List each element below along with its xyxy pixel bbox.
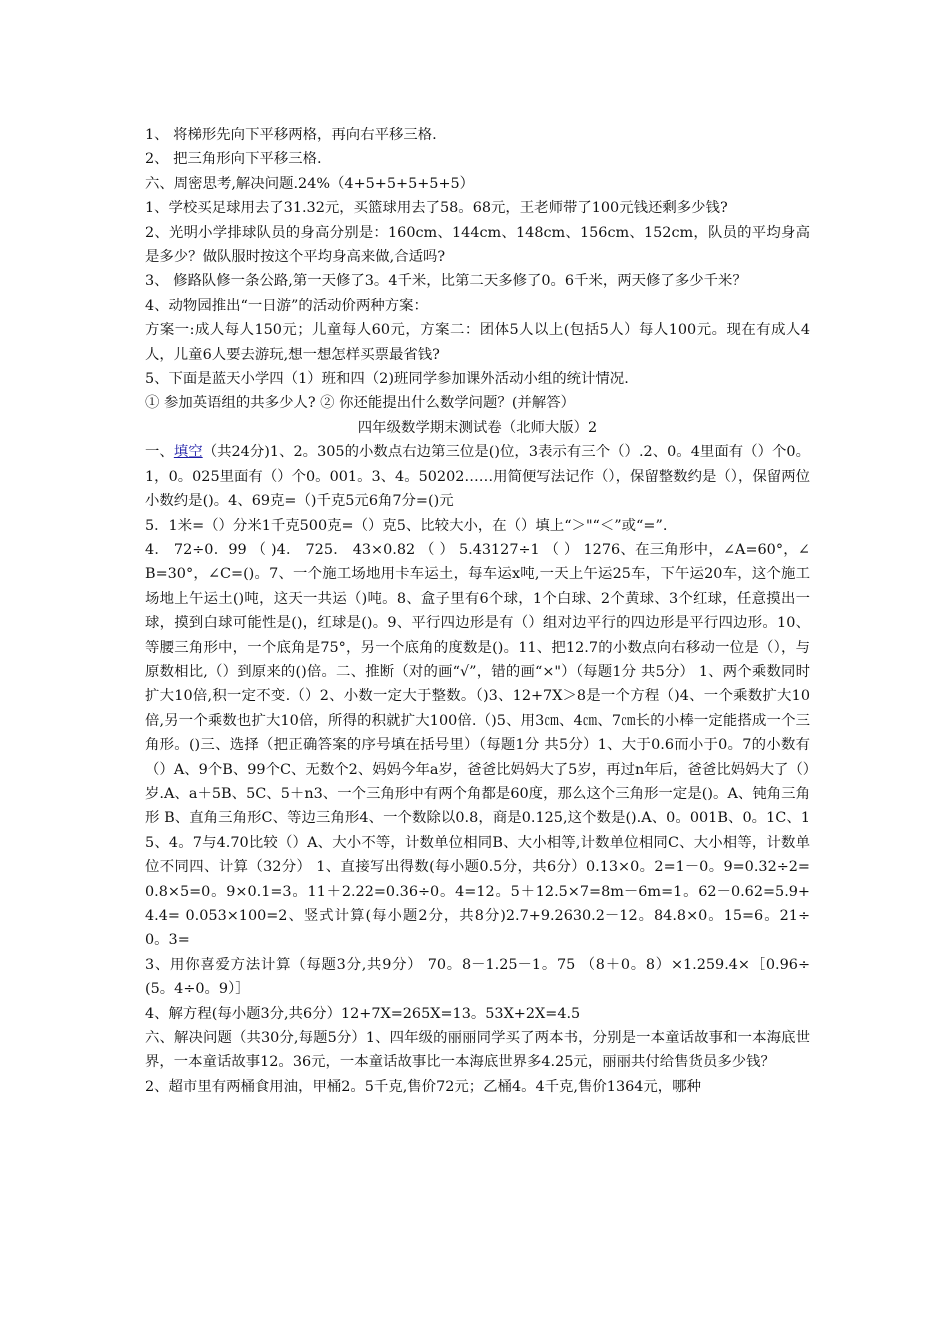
problem-2: 2、光明小学排球队员的身高分别是：160cm、144cm、148cm、156cm、152cm，队员的平均身高是多少？做队服时按这个平均身高来做,合适吗? — [145, 224, 810, 266]
problem-4: 4、动物园推出“一日游”的活动价两种方案： — [145, 297, 428, 314]
paragraph-6: 六、解决问题（共30分,每题5分）1、四年级的丽丽同学买了两本书，分别是一本童话故事和一本海底世界，一本童话故事12。36元，一本童话故事比一本海底世界多4.25元，丽丽共付给售货员多少钱？ — [145, 1030, 810, 1071]
document-page — [145, 123, 810, 1099]
problem-5: 5、下面是蓝天小学四（1）班和四（2)班同学参加课外活动小组的统计情况. — [145, 371, 629, 388]
fill-blank-link[interactable]: 填空 — [173, 444, 203, 461]
exam-title: 四年级数学期末测试卷（北师大版）2 — [357, 419, 598, 436]
paragraph-5: 4、解方程(每小题3分,共6分）12+7X=265X=13。53X+2X=4.5 — [145, 1005, 581, 1022]
section-one-paragraph — [145, 440, 810, 513]
item-2: 2、 把三角形向下平移三格. — [145, 151, 322, 168]
problem-4-plans: 方案一:成人每人150元；儿童每人60元，方案二：团体5人以上(包括5人）每人100元。现在有成人4人，儿童6人要去游玩,想一想怎样买票最省钱? — [145, 322, 810, 363]
paragraph-2: 5．1米=（）分米1千克500克=（）克5、比较大小，在（）填上“＞"“＜”或“=”. — [145, 517, 668, 534]
paragraph-7: 2、超市里有两桶食用油，甲桶2。5千克,售价72元；乙桶4。4千克,售价1364元，哪种 — [145, 1078, 701, 1095]
item-1: 1、 将梯形先向下平移两格，再向右平移三格. — [145, 127, 437, 143]
paragraph-4: 3、用你喜爱方法计算（每题3分,共9分） 70。8－1.25－1。75 （8＋0。8）×1.259.4×［0.96÷(5。4÷0。9）］ — [145, 956, 810, 998]
section-six-heading: 六、周密思考,解决问题.24%（4+5+5+5+5+5） — [145, 175, 475, 192]
problem-1: 1、学校买足球用去了31.32元，买篮球用去了58。68元，王老师带了100元钱还剩多少钱? — [145, 200, 728, 217]
section-one-text: （共24分)1、2。305的小数点右边第三位是()位，3表示有三个（）.2、0。4里面有（）个0。1，0。025里面有（）个0。001。3、4。50202……用简便写法记作（），保留整数约是（），保留两位小数约是()。4、69克=（)千克5元6角7分=()元 — [145, 444, 810, 510]
problem-5-questions: ① 参加英语组的共多少人? ② 你还能提出什么数学问题？(并解答） — [145, 395, 575, 412]
paragraph-3: 4． 72÷0．99 （ )4． 725． 43×0.82 （ ） 5.43127÷1 （ ） 1276、在三角形中，∠A=60°，∠B=30°，∠C=()。7、一个施工场地用卡车运土，每车运x吨,一天上午运25车，下午运20车，这个施工场地上午运土()吨，这天一共运（)吨。8、盒子里有6个球，1个白球、2个黄球、3个红球，任意摸出一球，摸到白球可能性是()，红球是()。9、平行四边形是有（）组对边平行的四边形是平行四边形。10、等腰三角形中，一个底角是75°，另一个底角的度数是()。11、把12.7的小数点向右移动一位是（），与原数相比,（）到原来的()倍。二、推断（对的画“√”，错的画“×"）（每题1分 共5分） 1、两个乘数同时扩大10倍,积一定不变.（）2、小数一定大于整数。（)3、12+7X＞8是一个方程（)4、一个乘数扩大10倍,另一个乘数也扩大10倍，所得的积就扩大100倍.（)5、用3㎝、4㎝、7㎝长的小棒一定能搭成一个三角形。()三、选择（把正确答案的序号填在括号里）（每题1分 共5分）1、大于0.6而小于0。7的小数有（）A、9个B、99个C、无数个2、妈妈今年a岁，爸爸比妈妈大了5岁，再过n年后，爸爸比妈妈大了（）岁.A、a＋5B、5C、5＋n3、一个三角形中有两个角都是60度，那么这个三角形一定是()。A、钝角三角形 B、直角三角形C、等边三角形4、一个数除以0.8，商是0.125,这个数是().A、0。001B、0。1C、15、4。7与4.70比较（）A、大小不等，计数单位相同B、大小相等,计数单位相同C、大小相等，计数单位不同四、计算（32分） 1、直接写出得数(每小题0.5分，共6分）0.13×0。2=1－0。9=0.32÷2=0.8×5=0。9×0.1=3。11＋2.22=0.36÷0。4=12。5＋12.5×7=8m－6m=1。62－0.62=5.9+4.4= 0.053×100=2、竖式计算(每小题2分，共8分)2.7+9.2630.2－12。84.8×0。15=6。21÷0。3= — [145, 541, 810, 949]
section-one-prefix: 一、 — [145, 444, 174, 461]
problem-3: 3、 修路队修一条公路,第一天修了3。4千米，比第二天多修了0。6千米，两天修了多少千米？ — [145, 273, 747, 290]
